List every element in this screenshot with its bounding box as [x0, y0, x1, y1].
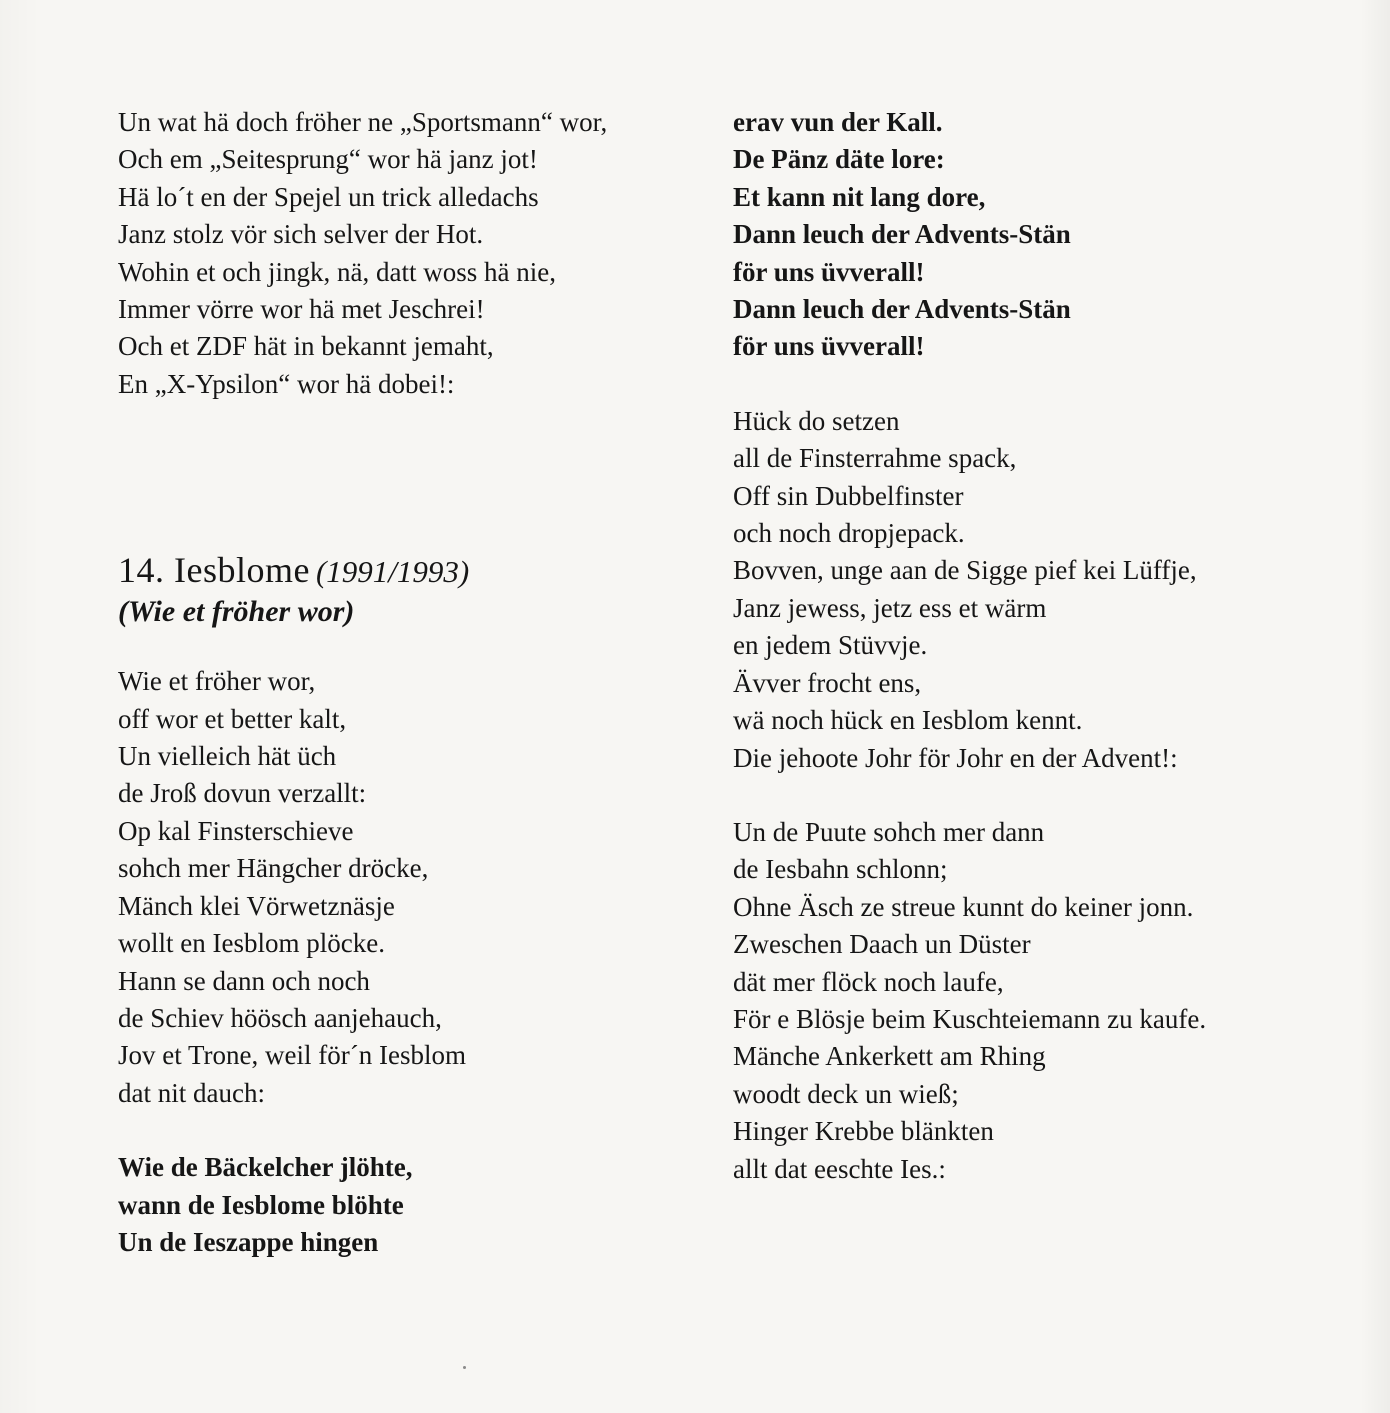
verse-line: För e Blösje beim Kuschteiemann zu kaufe.: [733, 1003, 1207, 1034]
verse-line: Janz jewess, jetz ess et wärm: [733, 592, 1047, 623]
song-subtitle: (Wie et fröher wor): [118, 595, 355, 629]
verse-line: Wie et fröher wor,: [118, 666, 316, 697]
verse-line: en jedem Stüvvje.: [733, 630, 928, 661]
verse-line: Hann se dann och noch: [118, 965, 370, 996]
refrain-line: Et kann nit lang dore,: [733, 181, 986, 212]
verse-line: Hinger Krebbe blänkten: [733, 1116, 994, 1147]
verse-line: Un vielleich hät üch: [118, 741, 337, 772]
verse-line: Hä lo´t en der Spejel un trick alledachs: [118, 181, 539, 212]
verse-line: de Iesbahn schlonn;: [733, 854, 948, 885]
stanza-verse-1: [118, 663, 688, 1112]
verse-line: off wor et better kalt,: [118, 703, 347, 734]
stanza-verse-3: [733, 814, 1333, 1188]
refrain-line: Dann leuch der Advents-Stän: [733, 219, 1071, 250]
refrain-line: Wie de Bäckelcher jlöhte,: [118, 1152, 413, 1183]
song-title-name: 14. Iesblome: [118, 550, 310, 591]
refrain-line: wann de Iesblome blöhte: [118, 1189, 404, 1220]
verse-line: dat nit dauch:: [118, 1077, 265, 1108]
verse-line: Hück do setzen: [733, 405, 900, 436]
refrain-line: De Pänz däte lore:: [733, 144, 945, 175]
refrain-continued: [733, 104, 1333, 366]
verse-line: dät mer flöck noch laufe,: [733, 966, 1004, 997]
verse-line: Mänche Ankerkett am Rhing: [733, 1041, 1046, 1072]
verse-line: Janz stolz vör sich selver der Hot.: [118, 219, 484, 250]
verse-line: all de Finsterrahme spack,: [733, 443, 1017, 474]
stanza-verse-2: [733, 403, 1333, 777]
verse-line: Un wat hä doch fröher ne „Sportsmann“ wor,: [118, 107, 608, 137]
song-years: (1991/1993): [315, 554, 470, 590]
verse-line: Och em „Seitesprung“ wor hä janz jot!: [118, 144, 538, 175]
verse-line: Jov et Trone, weil för´n Iesblom: [118, 1040, 466, 1071]
verse-line: Mänch klei Vörwetznäsje: [118, 890, 395, 921]
refrain-line: för uns üvverall!: [733, 331, 925, 362]
verse-line: woodt deck un wieß;: [733, 1078, 959, 1109]
verse-line: Ävver frocht ens,: [733, 667, 922, 698]
verse-line: Och et ZDF hät in bekannt jemaht,: [118, 331, 494, 362]
verse-line: och noch dropjepack.: [733, 518, 965, 549]
verse-line: de Schiev höösch aanjehauch,: [118, 1002, 442, 1033]
right-column: [733, 104, 1333, 1188]
song-title: [118, 548, 688, 594]
stanza-sportsmann: [118, 104, 688, 403]
verse-line: wä noch hück en Iesblom kennt.: [733, 705, 1083, 736]
left-column: [118, 104, 688, 1261]
verse-line: wollt en Iesblom plöcke.: [118, 928, 385, 959]
verse-line: Off sin Dubbelfinster: [733, 480, 964, 511]
refrain-line: Un de Ieszappe hingen: [118, 1226, 379, 1257]
verse-line: de Jroß dovun verzallt:: [118, 778, 367, 809]
verse-line: sohch mer Hängcher dröcke,: [118, 853, 429, 884]
verse-line: Bovven, unge aan de Sigge pief kei Lüffje,: [733, 555, 1197, 586]
refrain-line: Dann leuch der Advents-Stän: [733, 294, 1071, 325]
verse-line: allt dat eeschte Ies.:: [733, 1153, 946, 1184]
verse-line: Zweschen Daach un Düster: [733, 929, 1031, 960]
verse-line: Un de Puute sohch mer dann: [733, 816, 1045, 847]
verse-line: Wohin et och jingk, nä, datt woss hä nie,: [118, 256, 556, 287]
verse-line: Op kal Finsterschieve: [118, 815, 354, 846]
refrain: [118, 1149, 688, 1261]
refrain-line: erav vun der Kall.: [733, 107, 943, 137]
print-speck: [463, 1366, 466, 1369]
refrain-line: för uns üvverall!: [733, 256, 925, 287]
verse-line: Ohne Äsch ze streue kunnt do keiner jonn.: [733, 891, 1194, 922]
verse-line: Immer vörre wor hä met Jeschrei!: [118, 294, 485, 325]
verse-line: En „X-Ypsilon“ wor hä dobei!:: [118, 368, 455, 399]
verse-line: Die jehoote Johr för Johr en der Advent!:: [733, 742, 1178, 773]
